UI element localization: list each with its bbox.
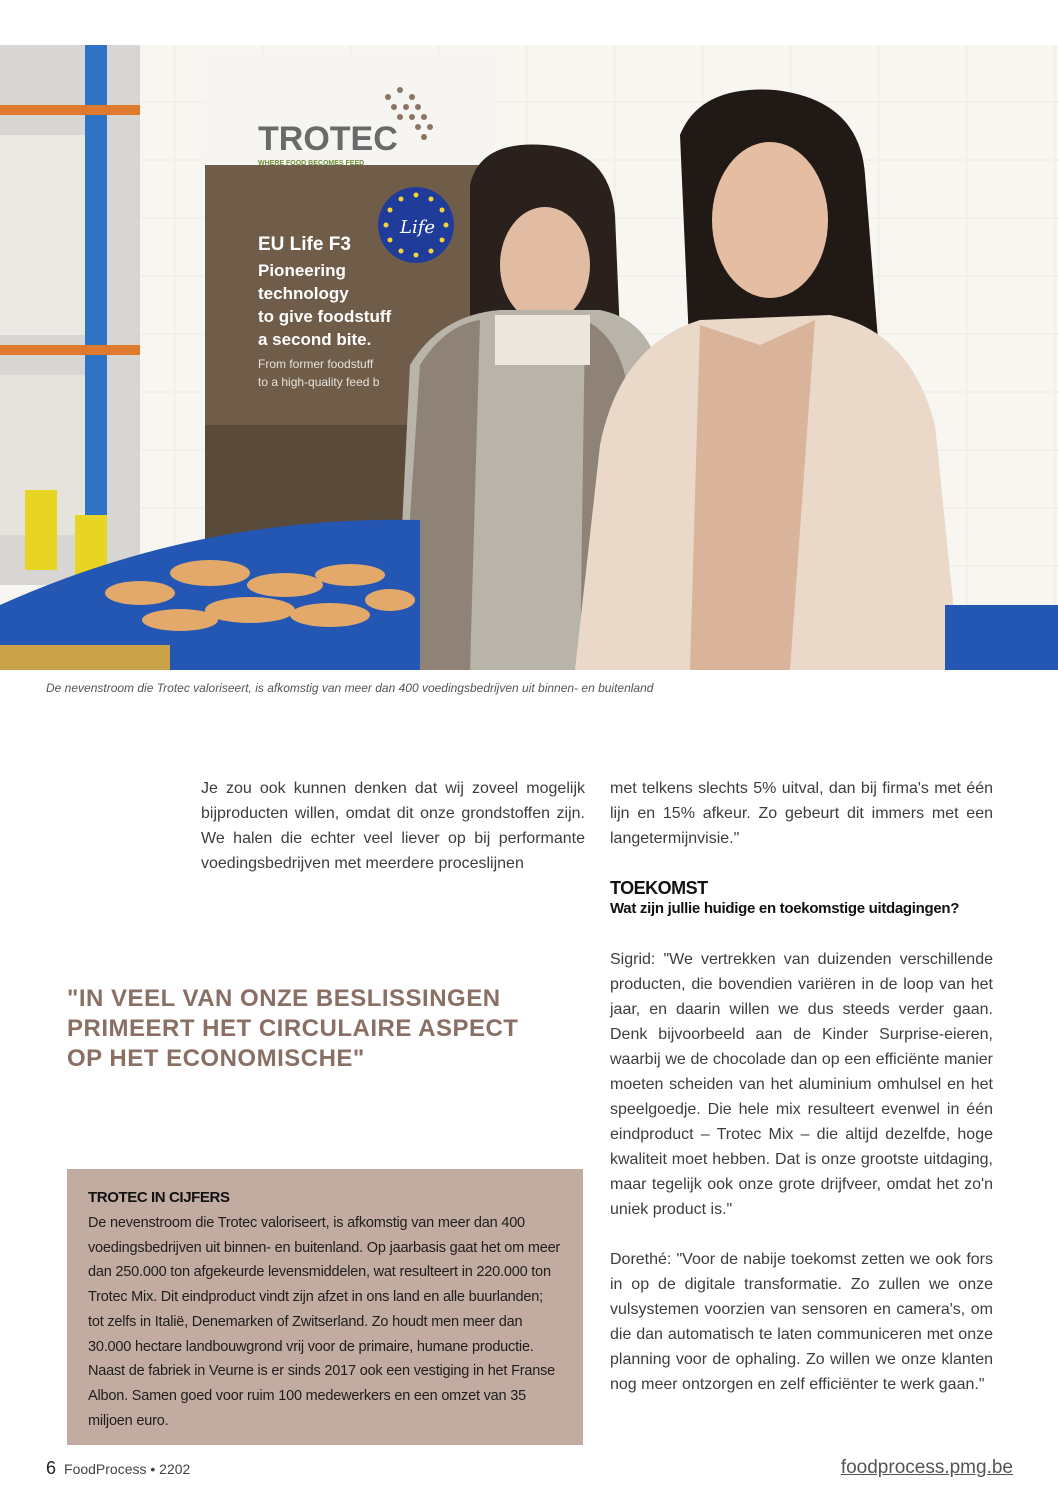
photo-caption: De nevenstroom die Trotec valoriseert, is afkomstig van meer dan 400 voedingsbedrijven uit binnen- en buitenland xyxy=(46,681,654,695)
body-paragraph: met telkens slechts 5% uitval, dan bij firma's met één lijn en 15% afkeur. Zo gebeurt dit immers met een langetermijnvisie." xyxy=(610,780,993,847)
footer-publication xyxy=(46,1458,190,1479)
body-paragraph: Je zou ook kunnen denken dat wij zoveel mogelijk bijproducten willen, omdat dit onze grondstoffen zijn. We halen die echter veel liever op bij performante voedingsbedrijven met meerdere proceslijnen xyxy=(201,780,585,872)
photo-illustration xyxy=(0,45,1058,670)
article-photo xyxy=(0,45,1058,670)
banner-headline-line: to give foodstuff xyxy=(258,307,392,326)
sidebar-title: TROTEC IN CIJFERS xyxy=(88,1189,230,1206)
body-paragraph: Sigrid: "We vertrekken van duizenden verschillende producten, die bovendien variëren in de loop van het jaar, en daarin willen we dus steeds verder gaan. Denk bijvoorbeeld aan de Kinder Surprise-eieren, waarbij we de chocolade dan op een efficiënte manier moeten scheiden van het aluminium omhulsel en het speelgoedje. Die hele mix resulteert evenwel in één eindproduct – Trotec Mix – die altijd dezelfde, hoge kwaliteit moet hebben. Dat is onze grootste uitdaging, maar tegelijk ook onze grote drijfveer, omdat het zo'n uniek product is." xyxy=(610,951,993,1218)
section-heading: TOEKOMST xyxy=(610,878,708,898)
banner-sub-line: From former foodstuff xyxy=(258,357,374,371)
banner-sub-line: to a high-quality feed b xyxy=(258,375,380,389)
publication-issue: FoodProcess • 2202 xyxy=(64,1461,191,1477)
interview-question: Wat zijn jullie huidige en toekomstige uitdagingen? xyxy=(610,900,960,917)
pull-quote: "IN VEEL VAN ONZE BESLISSINGEN PRIMEERT HET CIRCULAIRE ASPECT OP HET ECONOMISCHE" xyxy=(67,985,519,1072)
banner-program: EU Life F3 xyxy=(258,234,351,255)
banner-tagline: WHERE FOOD BECOMES FEED xyxy=(258,160,365,167)
banner-headline-line: a second bite. xyxy=(258,330,372,349)
page-number: 6 xyxy=(46,1458,57,1478)
sidebar-text: De nevenstroom die Trotec valoriseert, is afkomstig van meer dan 400 voedingsbedrijven uit binnen- en buitenland. Op jaarbasis gaat het om meer dan 250.000 ton afgekeurde levensmiddelen, wat resulteert in 220.000 ton Trotec Mix. Dit eindproduct vindt zijn afzet in ons land en alle buurlanden; tot zelfs in Italië, Denemarken of Zwitserland. Zo houdt men meer dan 30.000 hectare landbouwgrond vrij voor de primaire, humane productie. Naast de fabriek in Veurne is er sinds 2017 ook een vestiging in het Franse Albon. Samen goed voor ruim 100 medewerkers en een omzet van 35 miljoen euro. xyxy=(88,1215,561,1429)
body-paragraph: Dorethé: "Voor de nabije toekomst zetten we ook fors in op de digitale transformatie. Zo zullen we onze vulsystemen voorzien van sensoren en camera's, om die dan automatisch te laten communiceren met onze planning voor de ophaling. Zo willen we onze klanten nog meer ontzorgen en zelf efficiënter te werk gaan." xyxy=(610,1251,993,1393)
article-column-left xyxy=(201,776,585,876)
banner-headline-line: Pioneering xyxy=(258,261,346,280)
banner-brand: TROTEC xyxy=(258,120,398,158)
website-link[interactable]: foodprocess.pmg.be xyxy=(840,1457,1013,1478)
article-column-right xyxy=(610,776,993,1397)
banner-badge: Life xyxy=(400,217,436,238)
sidebar-box xyxy=(67,1169,583,1445)
banner-headline-line: technology xyxy=(258,284,349,303)
